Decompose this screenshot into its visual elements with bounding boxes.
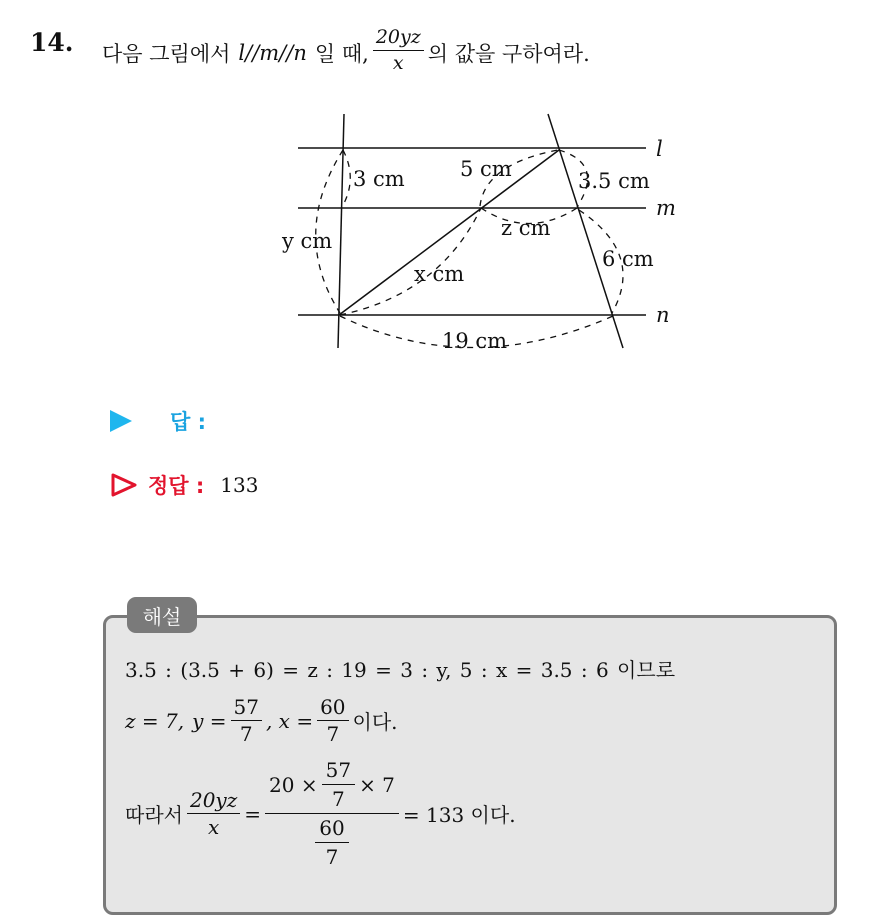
correct-triangle-icon — [110, 472, 138, 498]
answer-row — [110, 406, 206, 436]
correct-answer-label: 정답 : — [148, 474, 205, 498]
solution-main-fraction — [187, 790, 240, 837]
solution-compound-left: 20 × — [269, 772, 318, 797]
solution-den-den: 7 — [325, 845, 339, 869]
solution-main-num: 20yz — [187, 790, 240, 814]
solution-compound-den — [311, 814, 352, 867]
geometry-figure — [270, 104, 690, 364]
solution-line-3 — [125, 760, 516, 867]
solution-compound-right: × 7 — [359, 772, 395, 797]
solution-result: = 133 이다. — [402, 803, 516, 827]
question-fraction-den: x — [392, 52, 404, 74]
solution-y: y = — [192, 708, 227, 733]
label-19cm: 19 cm — [442, 329, 508, 353]
label-5cm: 5 cm — [460, 157, 512, 181]
label-y: y cm — [282, 229, 333, 253]
question-parallel: l//m//n — [238, 40, 307, 65]
solution-main-den: x — [207, 815, 220, 839]
label-35cm: 3.5 cm — [578, 169, 650, 193]
solution-equals: = — [244, 801, 262, 826]
solution-z: z = 7, — [125, 708, 185, 733]
solution-y-fraction — [231, 697, 262, 744]
question-text-mid: 일 때, — [314, 41, 369, 66]
solution-compound-fraction — [265, 760, 399, 867]
solution-den-num: 60 — [315, 818, 348, 843]
question-fraction-num: 20yz — [373, 28, 424, 51]
solution-line-2 — [125, 697, 398, 744]
solution-den-fraction — [315, 818, 348, 867]
label-line-n: n — [656, 303, 670, 327]
solution-x: , x = — [265, 708, 314, 733]
answer-label: 답 : — [170, 410, 206, 434]
solution-inner-fraction — [322, 760, 355, 809]
label-line-m: m — [656, 196, 676, 220]
solution-x-den: 7 — [326, 722, 340, 746]
correct-answer-row — [110, 470, 258, 500]
question — [30, 14, 870, 84]
question-number: 14. — [30, 28, 74, 57]
right-transversal — [548, 114, 623, 348]
solution-y-num: 57 — [231, 697, 262, 721]
label-6cm: 6 cm — [602, 247, 654, 271]
question-fraction — [373, 28, 424, 73]
solution-x-num: 60 — [317, 697, 348, 721]
question-text-after: 의 값을 구하여라. — [427, 41, 590, 66]
solution-y-den: 7 — [239, 722, 253, 746]
solution-line-1: 3.5 : (3.5 + 6) = z : 19 = 3 : y, 5 : x = 3.5 : 6 이므로 — [125, 658, 676, 682]
question-text — [102, 26, 590, 75]
solution-tab: 해설 — [127, 597, 197, 633]
label-line-l: l — [656, 137, 663, 161]
solution-line2-tail: 이다. — [352, 710, 398, 734]
solution-inner-den: 7 — [331, 787, 345, 811]
label-x: x cm — [414, 262, 465, 286]
answer-triangle-icon — [110, 410, 132, 432]
label-z: z cm — [501, 216, 551, 240]
label-3cm: 3 cm — [353, 167, 405, 191]
solution-prefix: 따라서 — [125, 803, 183, 827]
question-text-before: 다음 그림에서 — [102, 41, 231, 66]
solution-compound-num — [265, 760, 399, 814]
correct-answer-value: 133 — [220, 473, 259, 497]
solution-x-fraction — [317, 697, 348, 744]
solution-inner-num: 57 — [322, 760, 355, 785]
